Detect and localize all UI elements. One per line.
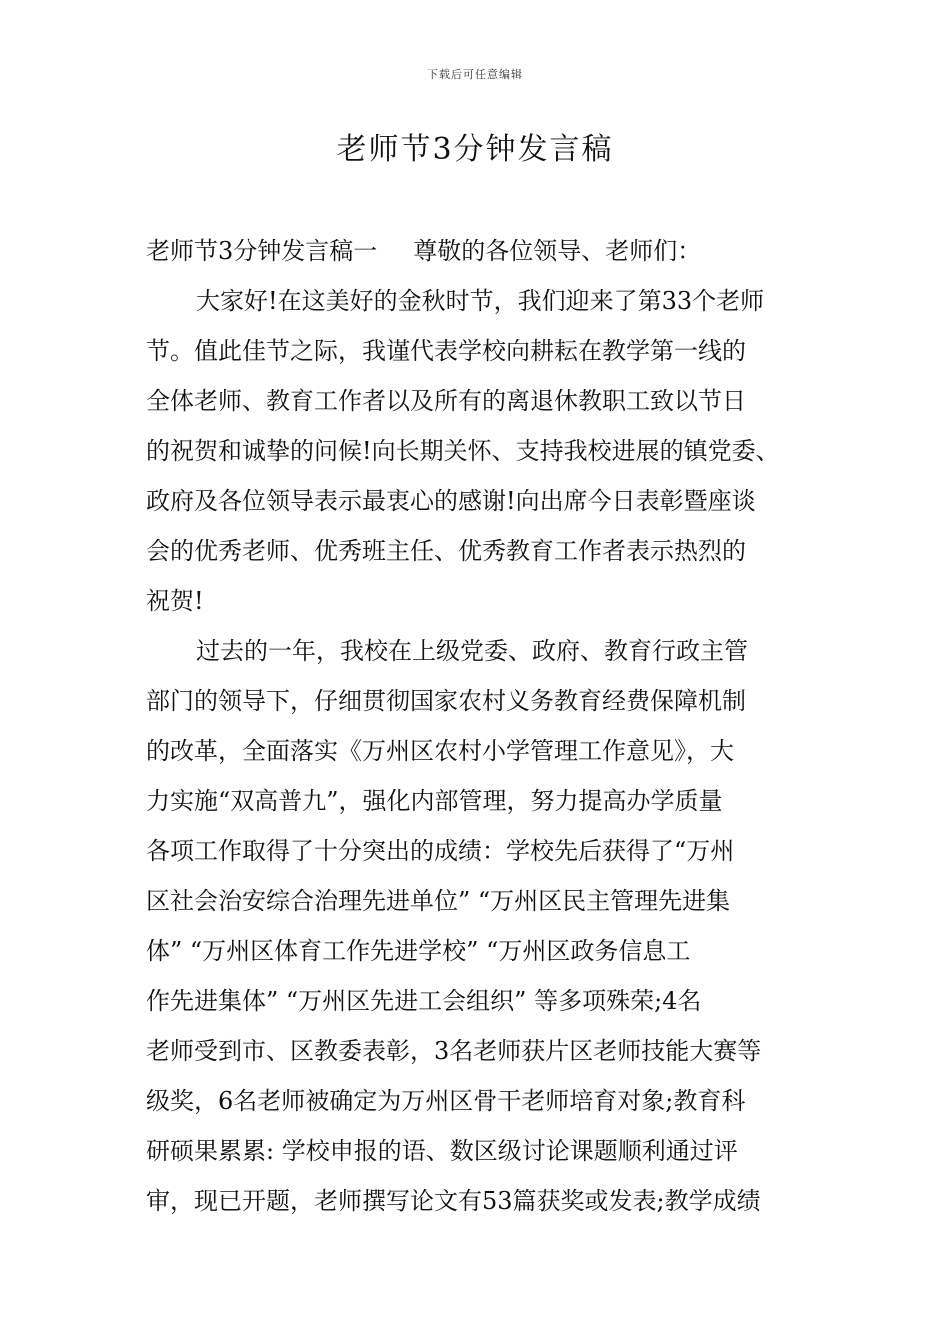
document-title: 老师节3分钟发言稿 (336, 132, 614, 167)
text-line: 政府及各位领导表示最衷心的感谢!向出席今日表彰暨座谈 (146, 487, 756, 515)
text-line: 各项工作取得了十分突出的成绩：学校先后获得了“万州 (146, 837, 735, 865)
salutation: 尊敬的各位领导、老师们： (413, 237, 702, 265)
section-heading: 老师节3分钟发言稿一 (146, 237, 378, 265)
text-line: 研硕果累累: 学校申报的语、数区级讨论课题顺利通过评 (146, 1137, 738, 1165)
text-line: 全体老师、教育工作者以及所有的离退休教职工致以节日 (146, 387, 746, 415)
text-line: 的祝贺和诚挚的问候!向长期关怀、支持我校进展的镇党委、 (146, 437, 780, 465)
text-line: 节。值此佳节之际，我谨代表学校向耕耘在教学第一线的 (146, 337, 746, 365)
text-line: 力实施“双高普九”，强化内部管理，努力提高办学质量 (146, 787, 723, 815)
text-line: 过去的一年，我校在上级党委、政府、教育行政主管 (196, 637, 748, 665)
text-line: 祝贺! (146, 587, 204, 615)
text-line: 部门的领导下，仔细贯彻国家农村义务教育经费保障机制 (146, 687, 746, 715)
text-line: 级奖，6名老师被确定为万州区骨干老师培育对象;教育科 (146, 1087, 746, 1115)
document-body (146, 226, 811, 1226)
text-line: 审，现已开题，老师撰写论文有53篇获奖或发表;教学成绩 (146, 1187, 761, 1215)
text-line: 会的优秀老师、优秀班主任、优秀教育工作者表示热烈的 (146, 537, 746, 565)
header-note: 下载后可任意编辑 (427, 68, 523, 81)
text-line: 的改革，全面落实《万州区农村小学管理工作意见》，大 (146, 737, 734, 765)
text-line: 老师受到市、区教委表彰，3名老师获片区老师技能大赛等 (146, 1037, 762, 1065)
text-line: 作先进集体” “万州区先进工会组织” 等多项殊荣;4名 (146, 987, 702, 1015)
text-line: 体” “万州区体育工作先进学校” “万州区政务信息工 (146, 937, 691, 965)
text-line: 区社会治安综合治理先进单位” “万州区民主管理先进集 (146, 887, 731, 915)
text-line (146, 226, 811, 276)
text-line: 大家好!在这美好的金秋时节，我们迎来了第33个老师 (196, 287, 765, 315)
